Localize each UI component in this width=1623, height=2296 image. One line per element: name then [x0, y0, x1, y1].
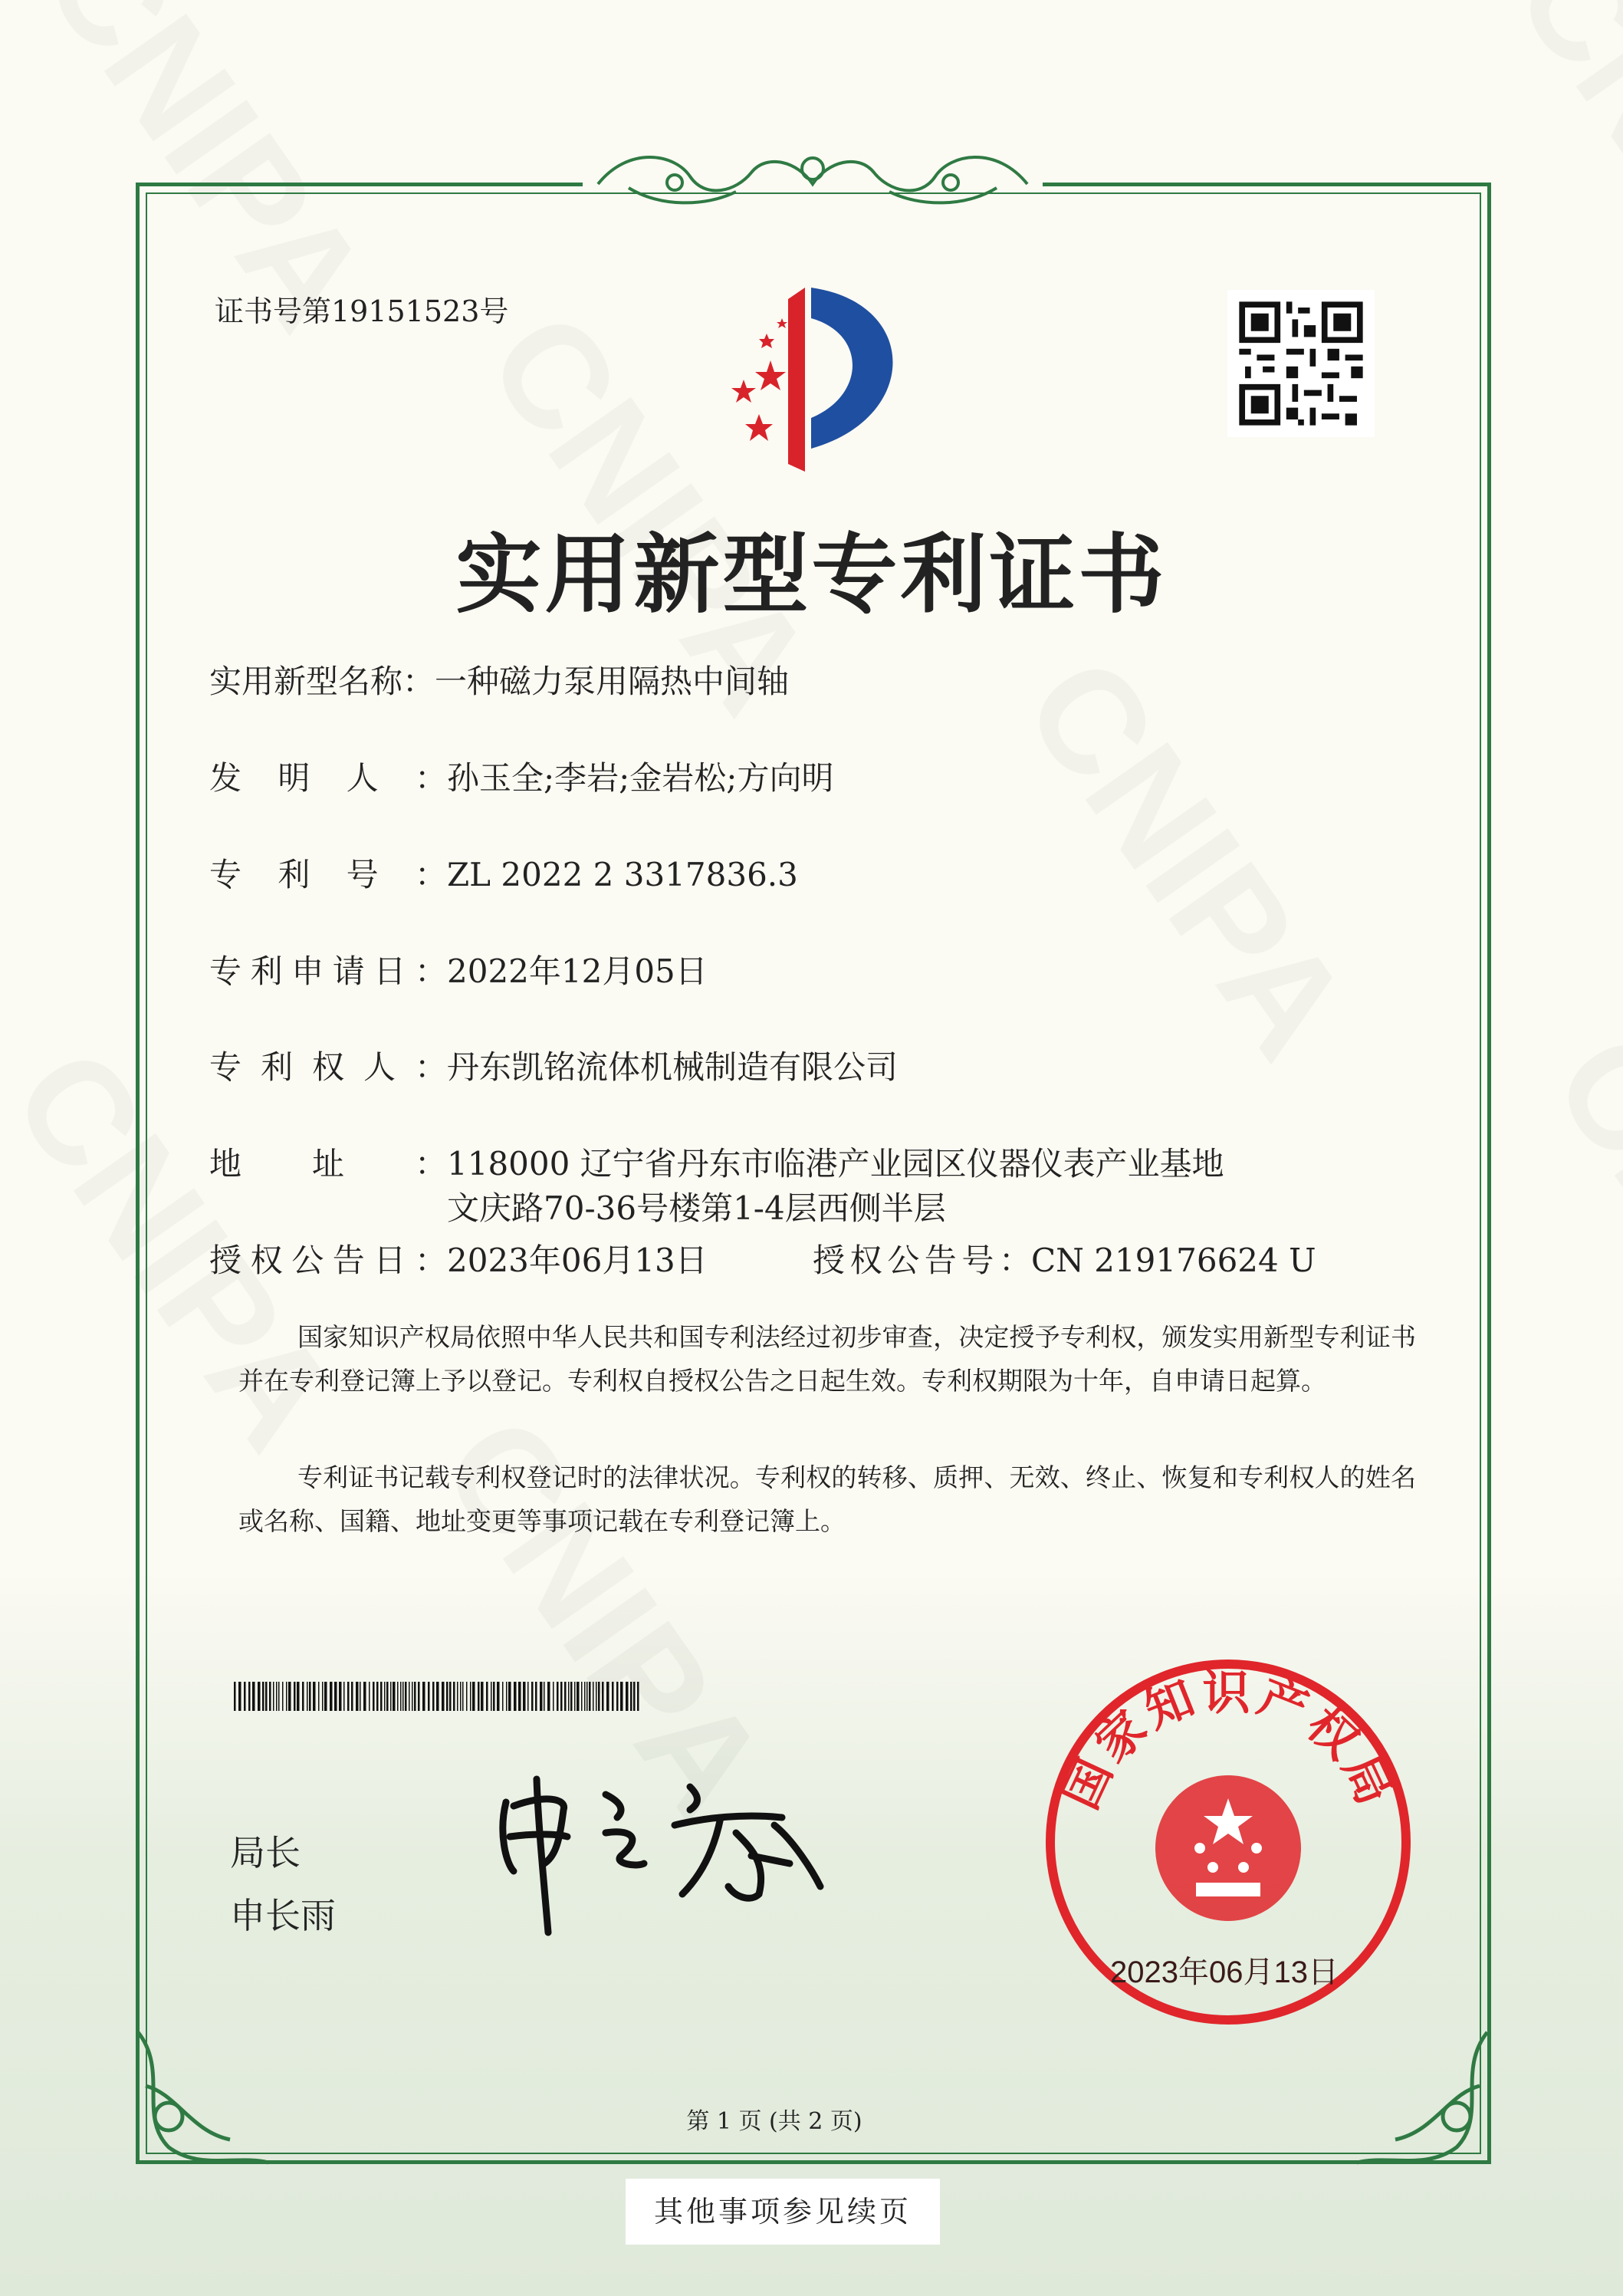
barcode-bar	[238, 1682, 241, 1711]
barcode-bar	[446, 1682, 448, 1711]
barcode-bar	[262, 1682, 264, 1711]
barcode-bar	[598, 1682, 600, 1711]
barcode-bar	[380, 1682, 383, 1711]
field-label: 地址：	[209, 1145, 447, 1183]
barcode-bar	[535, 1682, 537, 1711]
barcode-bar	[369, 1682, 370, 1711]
barcode-bar	[343, 1682, 345, 1711]
barcode-bar	[278, 1682, 280, 1711]
signatory-name: 申长雨	[230, 1895, 336, 1936]
barcode-bar	[400, 1682, 402, 1711]
barcode-bar	[376, 1682, 379, 1711]
barcode-bar	[422, 1682, 425, 1711]
barcode-bar	[351, 1682, 353, 1711]
seal-text: 国家知识产权局	[1052, 1664, 1405, 1817]
barcode-bar	[258, 1682, 261, 1711]
barcode-bar	[412, 1682, 413, 1711]
page-indicator: 第 1 页 (共 2 页)	[686, 2108, 862, 2135]
barcode-bar	[493, 1682, 495, 1711]
cnipa-logo-icon	[698, 288, 943, 479]
barcode-bar	[297, 1682, 300, 1711]
barcode-bar	[313, 1682, 316, 1711]
top-ornament-icon	[583, 138, 1043, 215]
barcode-bar	[324, 1682, 327, 1711]
field-value: 孙玉全;李岩;金岩松;方向明	[447, 759, 834, 797]
corner-ornament-icon	[123, 2025, 276, 2178]
field-utility-model-name	[209, 656, 789, 702]
barcode-bar	[252, 1682, 255, 1711]
statement-paragraph: 专利证书记载专利权登记时的法律状况。专利权的转移、质押、无效、终止、恢复和专利权人的姓名或名称、国籍、地址变更等事项记载在专利登记簿上。	[238, 1462, 1416, 1536]
barcode-bar	[606, 1682, 609, 1711]
barcode-bar	[286, 1682, 287, 1711]
seal-date: 2023年06月13日	[1110, 1956, 1339, 1989]
barcode-bar	[276, 1682, 278, 1711]
corner-ornament-icon	[1349, 2025, 1503, 2178]
barcode-bar	[502, 1682, 504, 1711]
field-label: 发明人：	[209, 759, 447, 797]
barcode-bar	[620, 1682, 623, 1711]
barcode-bar	[612, 1682, 614, 1711]
field-value: 118000 辽宁省丹东市临港产业园区仪器仪表产业基地	[447, 1145, 1224, 1183]
barcode-bar	[486, 1682, 488, 1711]
barcode-bar	[428, 1682, 430, 1711]
barcode-bar	[309, 1682, 311, 1711]
qr-code-icon	[1227, 290, 1375, 437]
barcode-bar	[497, 1682, 500, 1711]
barcode-bar	[466, 1682, 468, 1711]
barcode-bar	[386, 1682, 389, 1711]
barcode-bar	[544, 1682, 545, 1711]
field-grant-number	[813, 1235, 1316, 1281]
field-label: 授权公告号：	[813, 1242, 1031, 1279]
barcode-bar	[589, 1682, 591, 1711]
barcode-bar	[307, 1682, 308, 1711]
barcode-bar	[330, 1682, 333, 1711]
barcode-bar	[553, 1682, 554, 1711]
barcode-bar	[568, 1682, 570, 1711]
barcode-bar	[491, 1682, 492, 1711]
field-label: 专利号：	[209, 856, 447, 893]
barcode-bar	[457, 1682, 458, 1711]
barcode-bar	[234, 1682, 236, 1711]
field-patent-number	[209, 850, 798, 896]
barcode-bar	[531, 1682, 534, 1711]
barcode-bar	[584, 1682, 586, 1711]
barcode-bar	[273, 1682, 274, 1711]
barcode-bar	[596, 1682, 597, 1711]
barcode-bar	[360, 1682, 361, 1711]
watermark	[1521, 1005, 1623, 1463]
field-value: CN 219176624 U	[1031, 1242, 1316, 1279]
barcode-bar	[508, 1682, 511, 1711]
barcode-bar	[442, 1682, 445, 1711]
barcode-bar	[282, 1682, 284, 1711]
barcode-bar	[547, 1682, 550, 1711]
barcode-bar	[334, 1682, 337, 1711]
barcode-bar	[302, 1682, 304, 1711]
barcode-bar	[506, 1682, 508, 1711]
footer-note: 其他事项参见续页	[626, 2179, 940, 2245]
barcode-bar	[373, 1682, 375, 1711]
barcode-bar	[527, 1682, 529, 1711]
barcode-bar	[633, 1682, 636, 1711]
barcode-bar	[384, 1682, 386, 1711]
barcode-bar	[244, 1682, 246, 1711]
field-grant-date	[209, 1235, 708, 1281]
barcode-bar	[540, 1682, 543, 1711]
field-value: 2023年06月13日	[447, 1242, 708, 1279]
barcode-bar	[402, 1682, 404, 1711]
certificate-title: 实用新型专利证书	[455, 525, 1168, 625]
barcode-bar	[564, 1682, 567, 1711]
field-value: 一种磁力泵用隔热中间轴	[435, 663, 790, 700]
barcode-bar	[472, 1682, 475, 1711]
barcode-bar	[616, 1682, 619, 1711]
barcode-bar	[356, 1682, 359, 1711]
barcode-bar	[405, 1682, 407, 1711]
barcode-bar	[288, 1682, 291, 1711]
barcode-bar	[339, 1682, 342, 1711]
barcode-bar	[557, 1682, 559, 1711]
barcode-bar	[460, 1682, 462, 1711]
field-value: 2022年12月05日	[447, 952, 708, 990]
handwritten-signature-icon	[491, 1764, 836, 1940]
barcode-bar	[602, 1682, 604, 1711]
barcode-bar	[418, 1682, 420, 1711]
field-value: 丹东凯铭流体机械制造有限公司	[447, 1048, 899, 1086]
barcode-bar	[432, 1682, 435, 1711]
barcode-bar	[269, 1682, 271, 1711]
field-label: 授权公告日：	[209, 1242, 447, 1279]
barcode-bar	[630, 1682, 632, 1711]
barcode-bar	[560, 1682, 563, 1711]
field-inventor	[209, 753, 833, 799]
signatory-title: 局长	[230, 1832, 301, 1873]
barcode-bar	[481, 1682, 484, 1711]
barcode-bar	[393, 1682, 396, 1711]
barcode-bar	[577, 1682, 580, 1711]
barcode-bar	[523, 1682, 526, 1711]
field-address-line2: 文庆路70-36号楼第1-4层西侧半层	[447, 1189, 946, 1227]
barcode-bar	[294, 1682, 296, 1711]
field-address	[209, 1139, 1224, 1185]
field-label: 专利申请日：	[209, 952, 447, 990]
barcode-bar	[514, 1682, 517, 1711]
barcode-bar	[586, 1682, 588, 1711]
barcode-bar	[574, 1682, 576, 1711]
barcode-bar	[414, 1682, 416, 1711]
barcode-bar	[593, 1682, 594, 1711]
watermark	[1483, 0, 1623, 374]
field-label: 实用新型名称：	[209, 663, 435, 700]
barcode-bar	[470, 1682, 471, 1711]
barcode-icon	[234, 1682, 644, 1711]
barcode-bar	[570, 1682, 573, 1711]
barcode-bar	[453, 1682, 455, 1711]
barcode-bar	[518, 1682, 521, 1711]
field-label: 专利权人：	[209, 1048, 447, 1086]
barcode-bar	[347, 1682, 350, 1711]
barcode-bar	[478, 1682, 480, 1711]
barcode-bar	[397, 1682, 399, 1711]
statement-paragraph: 国家知识产权局依照中华人民共和国专利法经过初步审查，决定授予专利权，颁发实用新型专利证书并在专利登记簿上予以登记。专利权自授权公告之日起生效。专利权期限为十年，自申请日起算。	[238, 1322, 1416, 1396]
field-filing-date	[209, 946, 708, 992]
field-patentee	[209, 1042, 898, 1088]
barcode-bar	[248, 1682, 251, 1711]
barcode-bar	[322, 1682, 324, 1711]
barcode-bar	[318, 1682, 320, 1711]
barcode-bar	[581, 1682, 583, 1711]
barcode-bar	[637, 1682, 639, 1711]
barcode-bar	[449, 1682, 452, 1711]
barcode-bar	[409, 1682, 410, 1711]
barcode-bar	[363, 1682, 366, 1711]
barcode-bar	[390, 1682, 392, 1711]
barcode-bar	[462, 1682, 464, 1711]
barcode-bar	[626, 1682, 629, 1711]
barcode-bar	[436, 1682, 439, 1711]
field-value: ZL 2022 2 3317836.3	[447, 856, 798, 893]
barcode-bar	[265, 1682, 268, 1711]
certificate-number: 证书号第19151523号	[215, 294, 509, 328]
